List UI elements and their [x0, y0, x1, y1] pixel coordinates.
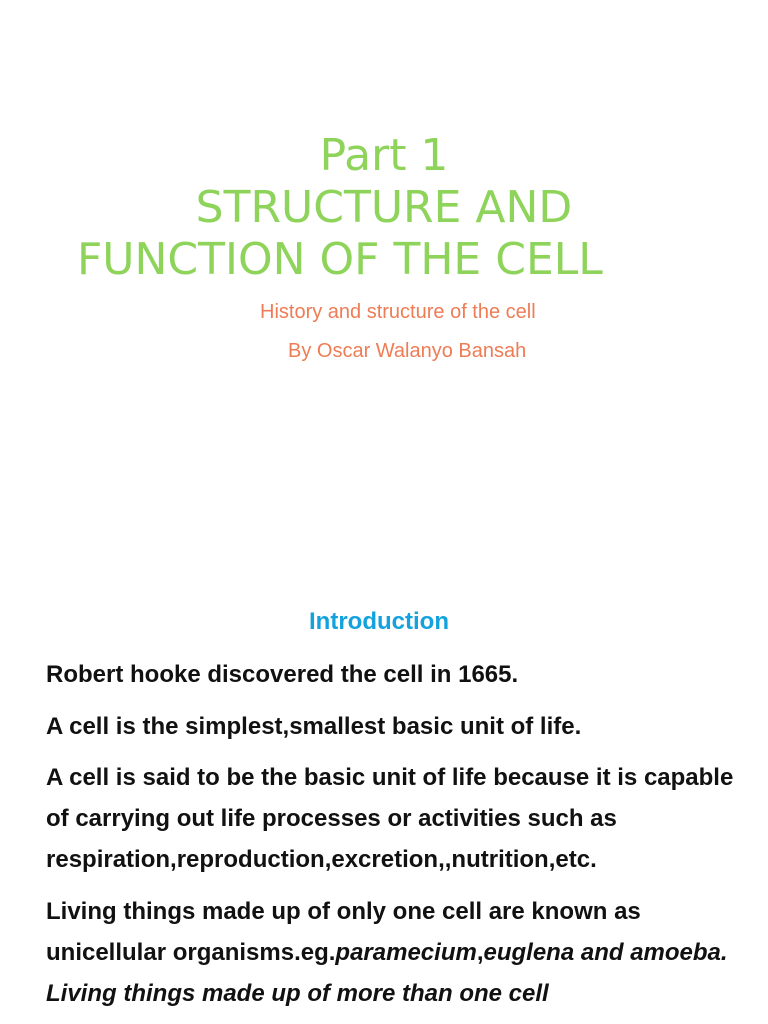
intro-paragraph-4-comma: ,	[476, 939, 484, 966]
title-line-function: FUNCTION OF THE CELL	[77, 234, 603, 285]
intro-paragraph-4	[46, 891, 746, 1014]
intro-paragraph-3: A cell is said to be the basic unit of life because it is capable of carrying out life processes or activities such as respiration,reproduction,excretion,,nutrition,etc.	[46, 764, 734, 873]
intro-heading: Introduction	[309, 608, 449, 635]
title-line-part: Part 1	[319, 130, 449, 181]
intro-paragraph-4-text-a: Living things made up of only one cell are known as unicellular organisms.eg.	[46, 898, 641, 966]
intro-paragraph-4-italic-paramecium: paramecium	[335, 939, 477, 966]
title-line-structure: STRUCTURE AND	[195, 182, 573, 233]
slide-title	[0, 130, 768, 286]
subtitle-author: By Oscar Walanyo Bansah	[288, 340, 527, 362]
intro-paragraph-1: Robert hooke discovered the cell in 1665.	[46, 661, 519, 688]
intro-paragraph-2: A cell is the simplest,smallest basic unit of life.	[46, 713, 582, 740]
intro-paragraph-4-italic-rest: euglena and amoeba. Living things made up of more than one cell	[46, 939, 728, 1007]
subtitle-topic: History and structure of the cell	[260, 301, 536, 323]
